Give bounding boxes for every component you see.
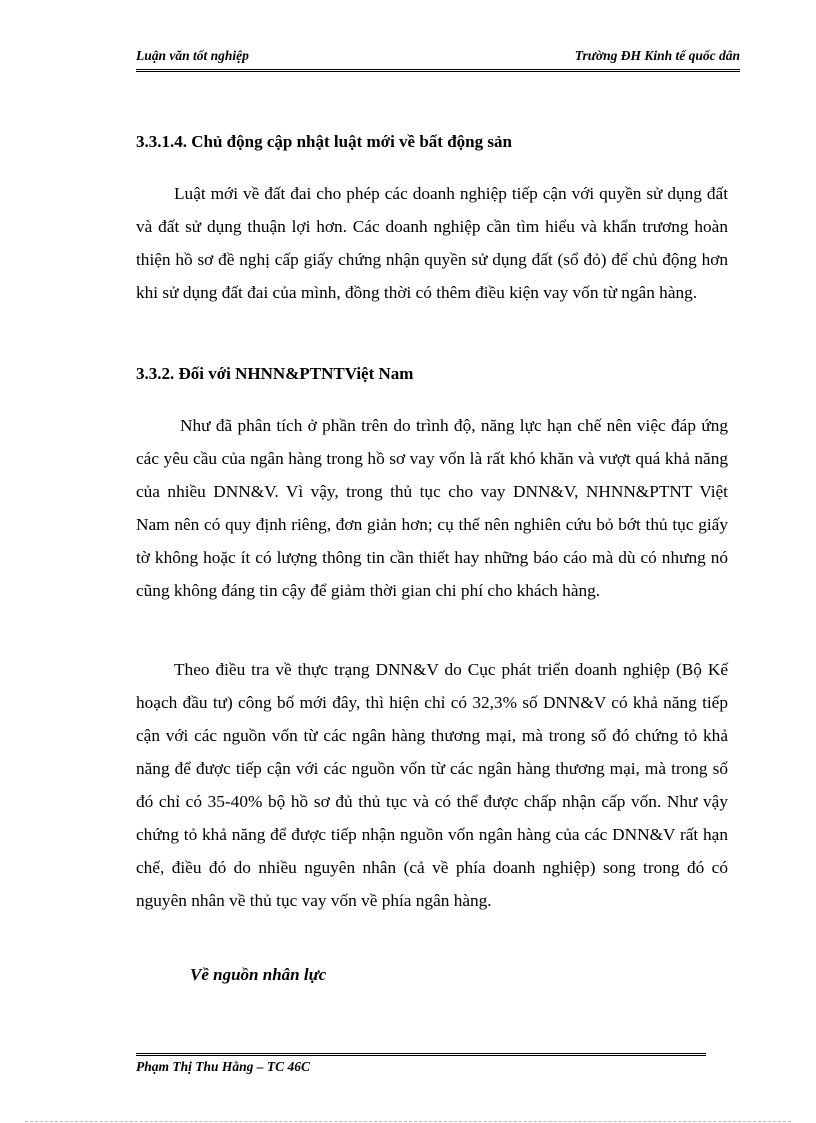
section-heading-3-3-2: 3.3.2. Đối với NHNN&PTNTViệt Nam <box>136 364 414 383</box>
header-left-text: Luận văn tốt nghiệp <box>136 48 249 63</box>
paragraph-survey: Theo điều tra về thực trạng DNN&V do Cục phát triển doanh nghiệp (Bộ Kế hoạch đầu tư) công bố mới đây, thì hiện chỉ có 32,3% số DNN&V có khả năng tiếp cận với các nguồn vốn từ các ngân hàng thương mại, mà trong số đó chứng tỏ khả năng để được tiếp cận với các nguồn vốn từ các ngân hàng thương mại, mà trong số đó chỉ có 35-40% bộ hồ sơ đủ thủ tục và có thể được chấp nhận cấp vốn. Như vậy chứng tỏ khả năng để được tiếp nhận nguồn vốn ngân hàng của các DNN&V rất hạn chế, điều đó do nhiều nguyên nhân (cả về phía doanh nghiệp) song trong đó có nguyên nhân về thủ tục vay vốn về phía ngân hàng. <box>136 660 728 910</box>
subheading-human-resources: Về nguồn nhân lực <box>190 965 327 984</box>
paragraph-procedures: Như đã phân tích ở phần trên do trình độ, năng lực hạn chế nên việc đáp ứng các yêu cầu của ngân hàng trong hồ sơ vay vốn là rất khó khăn và vượt quá khả năng của nhiều DNN&V. Vì vậy, trong thủ tục cho vay DNN&V, NHNN&PTNT Việt Nam nên có quy định riêng, đơn giản hơn; cụ thể nên nghiên cứu bỏ bớt thủ tục giấy tờ không hoặc ít có lượng thông tin cần thiết hay những báo cáo mà dù có nhưng nó cũng không đáng tin cậy để giảm thời gian chi phí cho khách hàng. <box>136 416 728 600</box>
page-bottom-border <box>25 1121 791 1122</box>
footer-rule <box>136 1053 706 1056</box>
header-right-text: Trường ĐH Kinh tế quốc dân <box>574 48 740 63</box>
section-heading-3-3-1-4: 3.3.1.4. Chủ động cập nhật luật mới về bất động sản <box>136 132 512 151</box>
page-footer: Phạm Thị Thu Hằng – TC 46C <box>136 1059 311 1074</box>
page-header <box>136 48 740 70</box>
header-rule <box>136 69 740 72</box>
paragraph-land-law: Luật mới về đất đai cho phép các doanh nghiệp tiếp cận với quyền sử dụng đất và đất sử dụng thuận lợi hơn. Các doanh nghiệp cần tìm hiểu và khẩn trương hoàn thiện hồ sơ đề nghị cấp giấy chứng nhận quyền sử dụng đất (sổ đỏ) để chủ động hơn khi sử dụng đất đai của mình, đồng thời có thêm điều kiện vay vốn từ ngân hàng. <box>136 184 728 302</box>
